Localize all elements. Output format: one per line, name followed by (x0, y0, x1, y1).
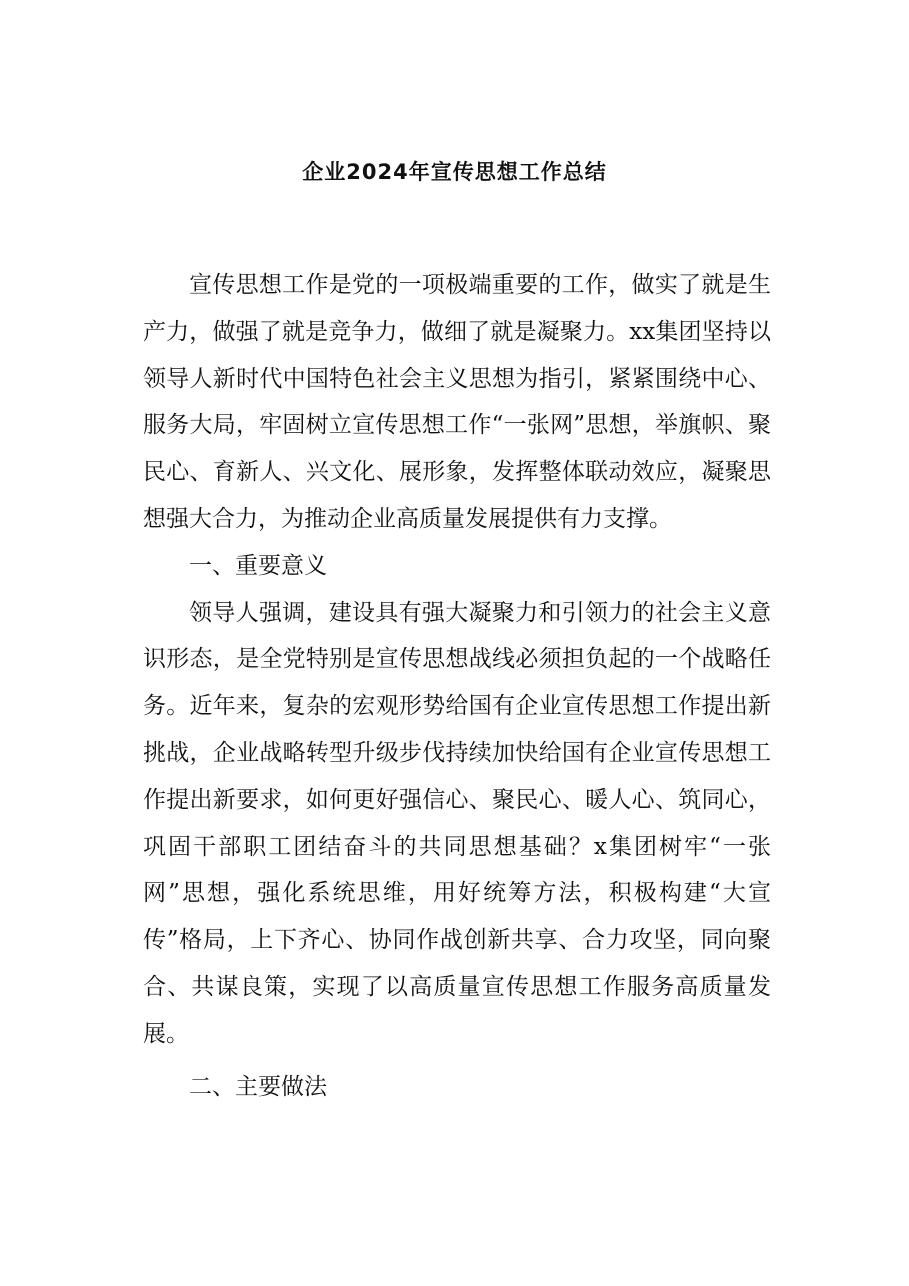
section-heading-practices: 二、主要做法 (189, 1073, 327, 1100)
paragraph-intro: 宣传思想工作是党的一项极端重要的工作，做实了就是生产力，做强了就是竞争力，做细了就是凝聚力。xx集团坚持以领导人新时代中国特色社会主义思想为指引，紧紧围绕中心、服务大局，牢固树立宣传思想工作“一张网”思想，举旗帜、聚民心、育新人、兴文化、展形象，发挥整体联动效应，凝聚思想强大合力，为推动企业高质量发展提供有力支撑。 (143, 272, 771, 532)
document-body (143, 262, 771, 1110)
paragraph-significance: 领导人强调，建设具有强大凝聚力和引领力的社会主义意识形态，是全党特别是宣传思想战线必须担负起的一个战略任务。近年来，复杂的宏观形势给国有企业宣传思想工作提出新挑战，企业战略转型升级步伐持续加快给国有企业宣传思想工作提出新要求，如何更好强信心、聚民心、暖人心、筑同心，巩固干部职工团结奋斗的共同思想基础？x集团树牢“一张网”思想，强化系统思维，用好统筹方法，积极构建“大宣传”格局，上下齐心、协同作战创新共享、合力攻坚，同向聚合、共谋良策，实现了以高质量宣传思想工作服务高质量发展。 (143, 599, 771, 1047)
document-title: 企业2024年宣传思想工作总结 (302, 160, 607, 184)
section-heading-significance: 一、重要意义 (189, 552, 327, 579)
